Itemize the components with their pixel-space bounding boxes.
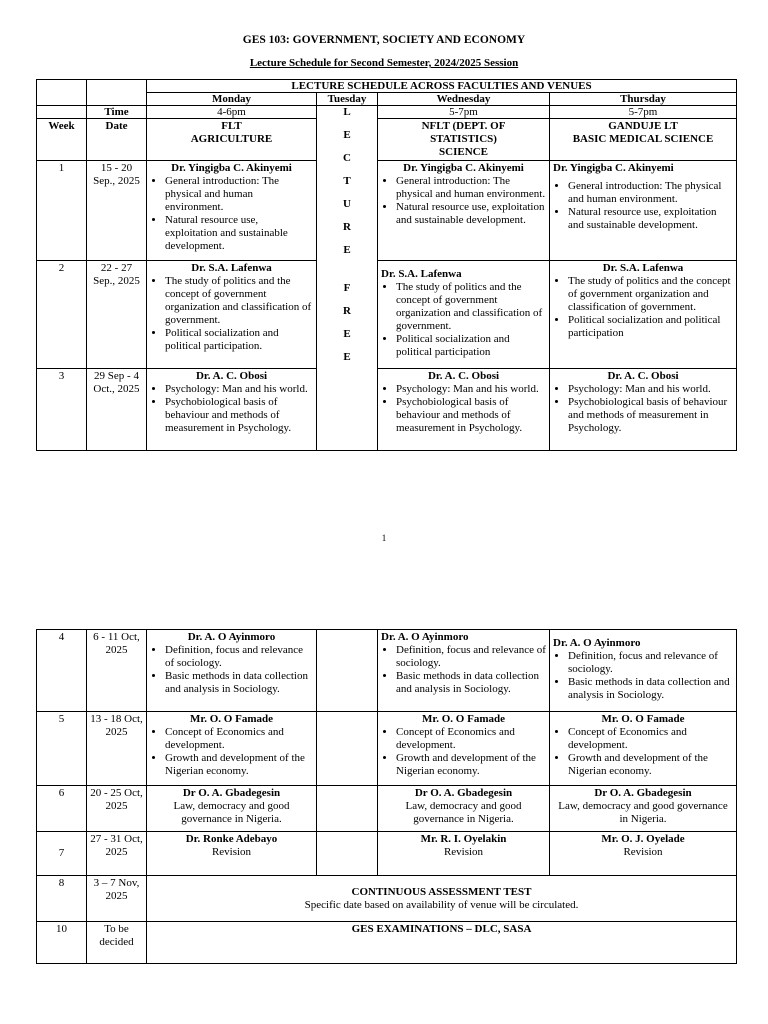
exam-title: GES EXAMINATIONS – DLC, SASA: [147, 922, 737, 964]
table-row: 3 29 Sep - 4 Oct., 2025 Dr. A. C. Obosi • Psychology: Man and his world. • Psychobiological basis of behaviour and methods of measurement in Psychology. Dr. A. C. Obosi • Psychology: Man and his world. • Psychobiological basis of behaviour and methods of measurement in Psychology. Dr. A. C. Obosi • Psychology: Man and his world. • Psychobiological basis of behaviour and methods of measurement in Psychology.: [37, 369, 737, 451]
schedule-table-part2: [36, 629, 737, 964]
venue-thursday: GANDUJE LT BASIC MEDICAL SCIENCE: [550, 119, 737, 161]
document-title: GES 103: GOVERNMENT, SOCIETY AND ECONOMY: [242, 34, 526, 46]
cat-note: Specific date based on availability of venue will be circulated.: [304, 898, 579, 911]
lecture-free-column: L E C T U R E F R E E: [317, 106, 378, 451]
venue-wednesday: NFLT (DEPT. OF STATISTICS) SCIENCE: [378, 119, 550, 161]
table-row: 2 22 - 27 Sep., 2025 Dr. S.A. Lafenwa • The study of politics and the concept of government organization and classification of government. • Political socialization and political participation. Dr. S.A. Lafenwa • The study of politics and the concept of government organization and classification of government. • Political socialization and political participation Dr. S.A. Lafenwa • The study of politics and the concept of government organization and classification of government. • Political socialization and political participation: [37, 261, 737, 369]
venue-monday: FLT AGRICULTURE: [147, 119, 317, 161]
cat-title: CONTINUOUS ASSESSMENT TEST: [351, 885, 532, 898]
day-tuesday: Tuesday: [317, 93, 378, 106]
table-row-exam: 10 To be decided GES EXAMINATIONS – DLC, SASA: [37, 922, 737, 964]
table-row-cat: 8 3 – 7 Nov, 2025 CONTINUOUS ASSESSMENT TEST Specific date based on availability of venue will be circulated.: [37, 876, 737, 922]
table-row: 4 6 - 11 Oct, 2025 Dr. A. O Ayinmoro • Definition, focus and relevance of sociology. • Basic methods in data collection and analysis in Sociology. Dr. A. O Ayinmoro • Definition, focus and relevance of sociology. • Basic methods in data collection and analysis in Sociology. Dr. A. O Ayinmoro • Definition, focus and relevance of sociology. • Basic methods in data collection and analysis in Sociology.: [37, 630, 737, 712]
time-thursday: 5-7pm: [550, 106, 737, 119]
schedule-table-part1: [36, 79, 737, 451]
page-number: 1: [381, 533, 387, 543]
table-row: 1 15 - 20 Sep., 2025 Dr. Yingigba C. Akinyemi • General introduction: The physical and human environment. • Natural resource use, exploitation and sustainable development. Dr. Yingigba C. Akinyemi • General introduction: The physical and human environment. • Natural resource use, exploitation and sustainable development. Dr. Yingigba C. Akinyemi • General introduction: The physical and human environment. • Natural resource use, exploitation and sustainable development.: [37, 161, 737, 261]
time-monday: 4-6pm: [147, 106, 317, 119]
time-wednesday: 5-7pm: [378, 106, 550, 119]
table-row: 6 20 - 25 Oct, 2025 Dr O. A. Gbadegesin Law, democracy and good governance in Nigeria. Dr O. A. Gbadegesin Law, democracy and good governance in Nigeria. Dr O. A. Gbadegesin Law, democracy and good governance in Nigeria.: [37, 786, 737, 832]
day-monday: Monday: [147, 93, 317, 106]
table-row: 5 13 - 18 Oct, 2025 Mr. O. O Famade • Concept of Economics and development. • Growth and development of the Nigerian economy. Mr. O. O Famade • Concept of Economics and development. • Growth and development of the Nigerian economy. Mr. O. O Famade • Concept of Economics and development. • Growth and development of the Nigerian economy.: [37, 712, 737, 786]
time-label: Time: [87, 106, 147, 119]
week-label: Week: [37, 119, 87, 161]
date-label: Date: [87, 119, 147, 161]
document-subtitle: Lecture Schedule for Second Semester, 2024/2025 Session: [249, 57, 519, 69]
table-row: 7 27 - 31 Oct, 2025 Dr. Ronke Adebayo Revision Mr. R. I. Oyelakin Revision Mr. O. J. Oyelade Revision: [37, 832, 737, 876]
day-wednesday: Wednesday: [378, 93, 550, 106]
banner: LECTURE SCHEDULE ACROSS FACULTIES AND VENUES: [147, 80, 737, 93]
day-thursday: Thursday: [550, 93, 737, 106]
